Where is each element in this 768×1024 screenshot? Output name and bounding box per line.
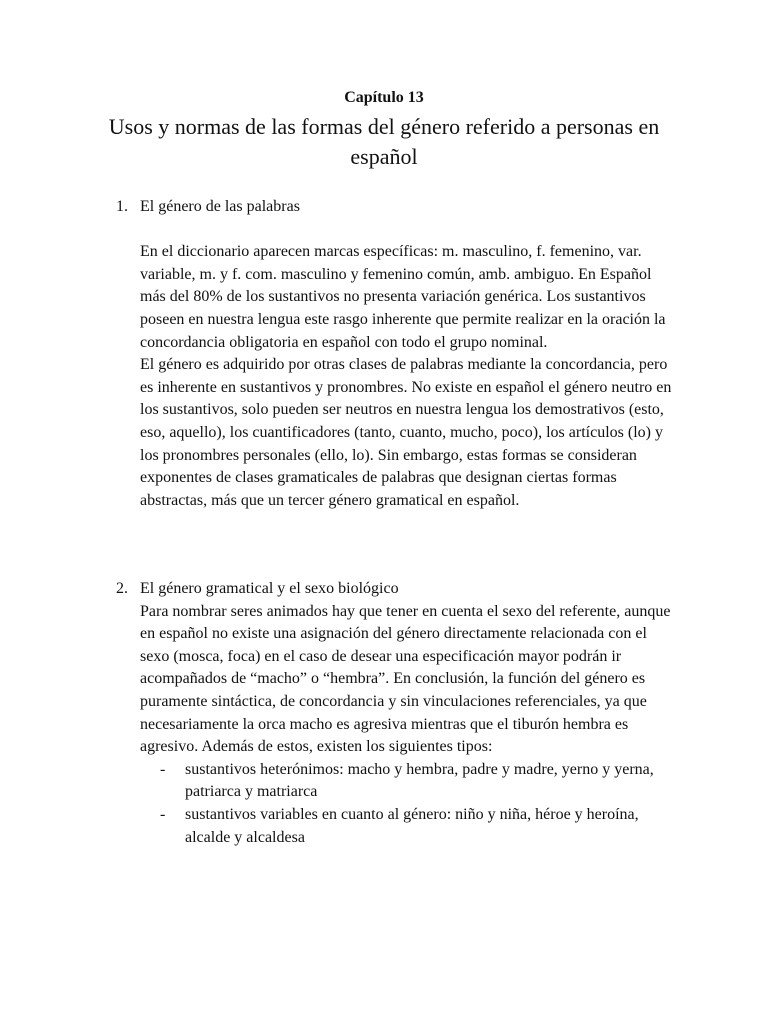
section-paragraph: El género es adquirido por otras clases de palabras mediante la concordancia, pero es inherente en sustantivos y pronombres. No existe en español el género neutro en los sustantivos, solo pueden ser neutros en nuestra lengua los demostrativos (esto, eso, aquello), los cuantificadores (tanto, cuanto, mucho, poco), los artículos (lo) y los pronombres personales (ello, lo). Sin embargo, estas formas se consideran exponentes de clases gramaticales de palabras que designan ciertas formas abstractas, más que un tercer género gramatical en español. [140, 356, 672, 509]
section-paragraph: En el diccionario aparecen marcas específicas: m. masculino, f. femenino, var. variable, m. y f. com. masculino y femenino común, amb. ambiguo. En Español más del 80% de los sustantivos no presenta variación genérica. Los sustantivos poseen en nuestra lengua este rasgo inherente que permite realizar en la oración la concordancia obligatoria en español con todo el grupo nominal. [140, 243, 666, 351]
bullet-marker: - [160, 805, 166, 823]
list-item [140, 759, 676, 804]
section-number: 1. [116, 198, 128, 215]
section-number: 2. [116, 580, 128, 597]
section-heading [116, 578, 676, 601]
chapter-title: Usos y normas de las formas del género referido a personas en español [108, 114, 660, 169]
list-item-text: sustantivos heterónimos: macho y hembra, padre y madre, yerno y yerna, patriarca y matriarca [185, 760, 654, 801]
section-heading-text: El género de las palabras [140, 198, 300, 215]
section-paragraph: Para nombrar seres animados hay que tener en cuenta el sexo del referente, aunque en español no existe una asignación del género directamente relacionada con el sexo (mosca, foca) en el caso de desear una especificación mayor podrán ir acompañados de “macho” o “hembra”. En conclusión, la función del género es puramente sintáctica, de concordancia y sin vinculaciones referenciales, ya que necesariamente la orca macho es agresiva mientras que el tiburón hembra es agresivo. Además de estos, existen los siguientes tipos: [140, 602, 671, 756]
chapter-label: Capítulo 13 [344, 89, 424, 106]
section-1 [116, 196, 676, 512]
section-2 [116, 578, 676, 849]
bullet-list [116, 759, 676, 849]
bullet-marker: - [160, 760, 166, 778]
section-heading [116, 196, 676, 219]
section-heading-text: El género gramatical y el sexo biológico [140, 580, 399, 597]
list-item-text: sustantivos variables en cuanto al género: niño y niña, héroe y heroína, alcalde y alcaldesa [185, 805, 639, 846]
list-item [140, 804, 676, 849]
